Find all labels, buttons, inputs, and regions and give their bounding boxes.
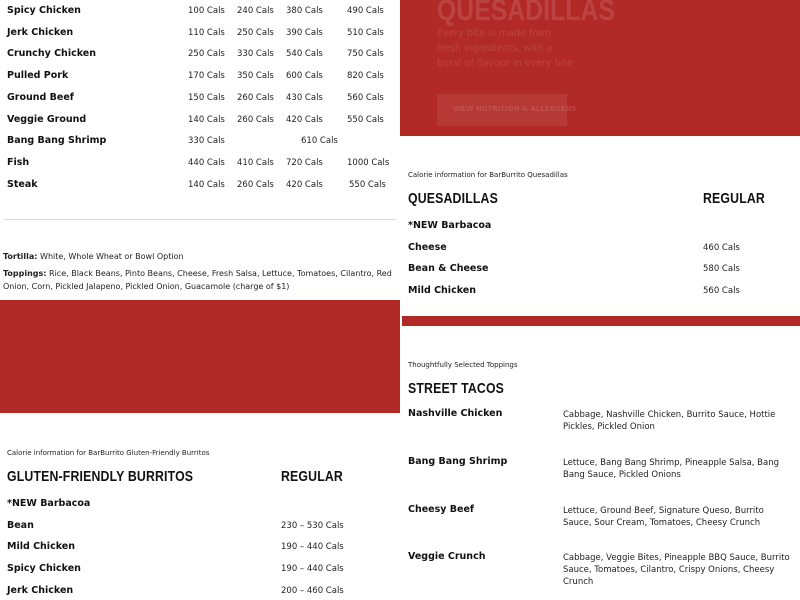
item-name: Mild Chicken (7, 541, 75, 553)
item-name: *NEW Barbacoa (7, 498, 91, 509)
quesadillas-caption: Calorie information for BarBurrito Quesadillas (408, 171, 568, 179)
table-row (0, 65, 400, 87)
item-name: Spicy Chicken (7, 563, 81, 575)
toppings-note: Toppings: Rice, Black Beans, Pinto Beans, Cheese, Fresh Salsa, Lettuce, Tomatoes, Cilantro, Red Onion, Corn, Pickled Jalapeno, Pickled Onion, Guacamole (charge of $1) (3, 269, 392, 291)
calorie-cell: 200 – 460 Cals (281, 585, 344, 596)
calorie-cell: 330 Cals (237, 49, 274, 60)
calorie-cell: 140 Cals (188, 179, 225, 190)
white-gap-right-edge (400, 300, 402, 326)
calorie-cell: 720 Cals (286, 157, 323, 168)
burrito-calorie-panel (0, 0, 400, 300)
taco-toppings: Lettuce, Bang Bang Shrimp, Pineapple Salsa, Bang Bang Sauce, Pickled Onions (563, 458, 779, 480)
calorie-cell: 250 Cals (237, 27, 274, 38)
calorie-cell: 820 Cals (347, 71, 384, 82)
item-name: Steak (7, 178, 38, 190)
table-row (0, 22, 400, 44)
calorie-cell: 460 Cals (703, 242, 740, 253)
taco-name: Nashville Chicken (408, 408, 503, 419)
gluten-hero-banner (0, 300, 400, 413)
item-name: Bang Bang Shrimp (7, 135, 107, 147)
item-name: Spicy Chicken (7, 5, 81, 16)
item-name: Bean (7, 519, 34, 531)
calorie-cell: 260 Cals (237, 92, 274, 103)
table-row (0, 540, 400, 562)
item-name: Crunchy Chicken (7, 48, 96, 60)
calorie-cell: 350 Cals (237, 71, 274, 82)
street-tacos-caption: Thoughtfully Selected Toppings (408, 361, 518, 369)
table-row (0, 584, 400, 600)
calorie-cell: 380 Cals (286, 6, 323, 16)
calorie-cell: 150 Cals (188, 92, 225, 103)
calorie-cell: 580 Cals (703, 264, 740, 275)
item-name: Jerk Chicken (7, 584, 74, 596)
calorie-cell: 390 Cals (286, 27, 323, 38)
calorie-cell: 230 – 530 Cals (281, 520, 344, 531)
calorie-cell: 260 Cals (237, 179, 274, 190)
street-tacos-title: STREET TACOS (408, 380, 505, 397)
table-row (0, 562, 400, 584)
item-name: Pulled Pork (7, 70, 69, 82)
calorie-cell: 440 Cals (188, 157, 225, 168)
gluten-panel (0, 413, 400, 600)
table-divider (3, 219, 397, 220)
quesadillas-hero-banner (400, 0, 800, 136)
taco-toppings: Cabbage, Nashville Chicken, Burrito Sauce, Hottie Pickles, Pickled Onion (563, 410, 776, 432)
item-name: Fish (7, 156, 30, 168)
calorie-cell: 490 Cals (347, 6, 384, 16)
calorie-cell: 550 Cals (349, 179, 386, 190)
taco-toppings: Cabbage, Veggie Bites, Pineapple BBQ Sauce, Burrito Sauce, Tomatoes, Cilantro, Crispy Onions, Cheesy Crunch (563, 553, 790, 587)
calorie-cell: 430 Cals (286, 92, 323, 103)
calorie-cell: 420 Cals (286, 114, 323, 125)
calorie-cell: 260 Cals (237, 114, 274, 125)
table-row (0, 87, 400, 109)
calorie-cell: 540 Cals (286, 49, 323, 60)
quesadillas-title: QUESADILLAS (408, 190, 498, 207)
calorie-cell: 420 Cals (286, 179, 323, 190)
item-name: Veggie Ground (7, 113, 87, 125)
item-name: Cheese (408, 241, 447, 253)
calorie-cell: 330 Cals (188, 136, 225, 147)
hero-ghost-title: QUESADILLAS (437, 0, 616, 27)
table-row (0, 174, 400, 196)
item-name: Jerk Chicken (7, 26, 74, 38)
calorie-cell: 560 Cals (703, 286, 740, 297)
table-row (0, 109, 400, 131)
table-row (0, 0, 400, 22)
taco-name: Bang Bang Shrimp (408, 456, 508, 467)
quesadillas-panel (400, 136, 800, 300)
calorie-cell: 100 Cals (188, 6, 225, 16)
calorie-cell: 140 Cals (188, 114, 225, 125)
quesadillas-col-regular: REGULAR (703, 190, 765, 207)
table-row (400, 262, 800, 284)
calorie-cell: 240 Cals (237, 6, 274, 16)
gluten-caption: Calorie information for BarBurrito Gluten-Friendly Burritos (7, 449, 210, 457)
calorie-cell: 250 Cals (188, 49, 225, 60)
street-tacos-panel (400, 326, 800, 600)
item-name: Ground Beef (7, 91, 74, 103)
taco-name: Cheesy Beef (408, 504, 475, 515)
gluten-col-regular: REGULAR (281, 468, 343, 485)
calorie-cell: 750 Cals (347, 49, 384, 60)
table-row (400, 284, 800, 300)
calorie-cell: 190 – 440 Cals (281, 564, 344, 575)
item-name: Mild Chicken (408, 285, 476, 297)
gluten-title: GLUTEN-FRIENDLY BURRITOS (7, 468, 194, 485)
calorie-cell: 190 – 440 Cals (281, 542, 344, 553)
calorie-cell: 610 Cals (301, 136, 338, 147)
white-gap-right (400, 300, 800, 316)
calorie-cell: 170 Cals (188, 71, 225, 82)
table-row (400, 219, 800, 241)
taco-name: Veggie Crunch (408, 551, 486, 562)
table-row (0, 130, 400, 152)
calorie-cell: 510 Cals (347, 27, 384, 38)
table-row (0, 519, 400, 541)
calorie-cell: 550 Cals (347, 114, 384, 125)
table-row (0, 497, 400, 519)
tortilla-note: Tortilla: White, Whole Wheat or Bowl Option (3, 252, 184, 261)
calorie-cell: 600 Cals (286, 71, 323, 82)
taco-toppings: Lettuce, Ground Beef, Signature Queso, Burrito Sauce, Sour Cream, Tomatoes, Cheesy Crunch (563, 506, 764, 528)
table-row (0, 152, 400, 174)
hero-ghost-text: Every bite is made from fresh ingredients, with a burst of flavour in every bite (437, 28, 573, 69)
table-row (0, 43, 400, 65)
calorie-cell: 110 Cals (188, 27, 225, 38)
calorie-cell: 1000 Cals (347, 157, 390, 168)
calorie-cell: 410 Cals (237, 157, 274, 168)
item-name: *NEW Barbacoa (408, 220, 492, 231)
hero-ghost-button[interactable]: VIEW NUTRITION & ALLERGENS (437, 94, 567, 126)
calorie-cell: 560 Cals (347, 92, 384, 103)
item-name: Bean & Cheese (408, 263, 489, 275)
table-row (400, 241, 800, 263)
